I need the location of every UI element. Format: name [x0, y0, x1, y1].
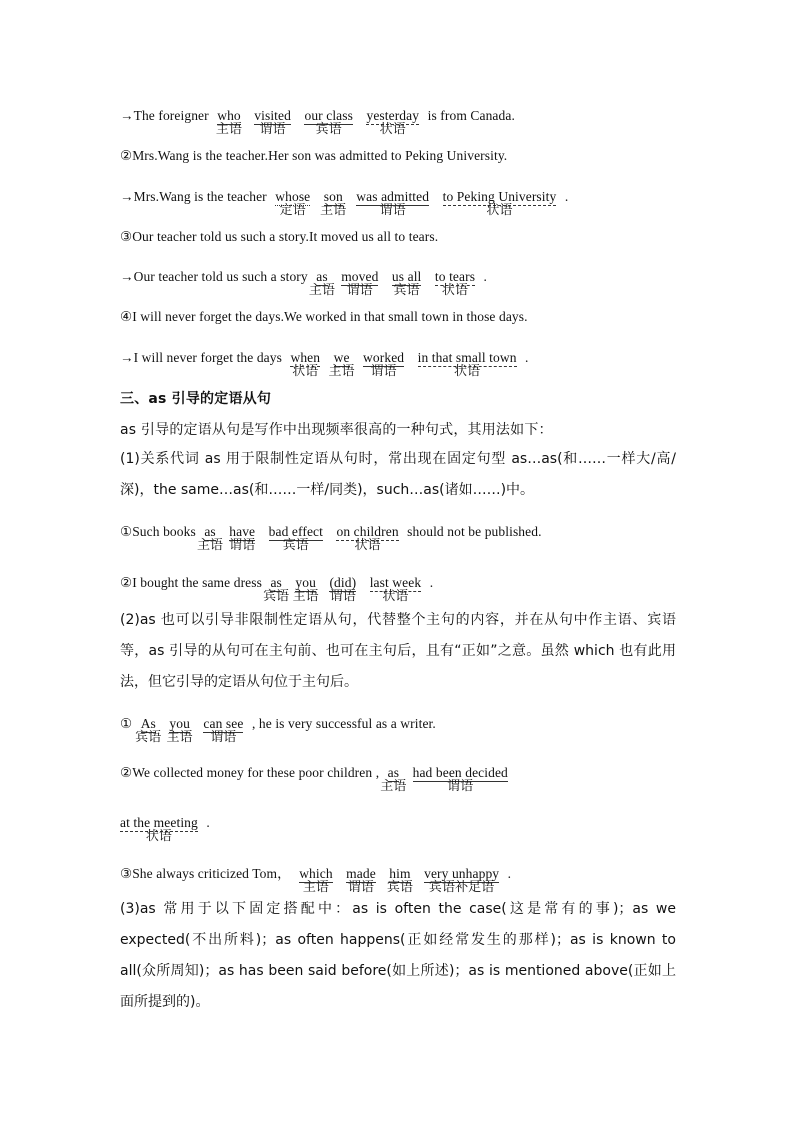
- grammar-label: 宾语: [315, 122, 342, 137]
- grammar-label: 谓语: [210, 730, 237, 745]
- sentence-text: .: [507, 866, 512, 881]
- annotated-word: in that small town 状语: [417, 350, 517, 379]
- sentence-text: ③She always criticized Tom，: [120, 866, 291, 881]
- annotated-word: son 主语: [320, 189, 347, 218]
- grammar-label: 主语: [320, 203, 347, 218]
- example-as-1: [120, 524, 542, 553]
- annotated-word: when 状语: [290, 350, 321, 379]
- annotated-word: have 谓语: [229, 524, 256, 553]
- annotated-word: as 主语: [380, 765, 407, 794]
- grammar-label: 状语: [379, 122, 406, 137]
- sentence-text: ①Such books: [120, 524, 196, 539]
- annotated-word: you 主语: [292, 575, 319, 604]
- sentence-text: is from Canada.: [427, 108, 515, 123]
- annotated-word: had been decided 谓语: [412, 765, 508, 794]
- annotated-word: last week 状语: [369, 575, 422, 604]
- sentence-text: →I will never forget the days: [120, 350, 282, 365]
- grammar-label: 状语: [354, 538, 381, 553]
- grammar-label: 宾语: [386, 880, 414, 895]
- sentence-text: .: [564, 189, 569, 204]
- annotated-word: made 谓语: [346, 866, 376, 895]
- annotated-word: we 主语: [328, 350, 355, 379]
- rule-paragraph-2: (2)as 也可以引导非限制性定语从句，代替整个主句的内容，并在从句中作主语、宾语等，as 引导的从句可在主句前、也可在主句后，且有“正如”之意。虽然 which 也有此用法，但它引导的定语从句位于主句后。: [120, 612, 676, 690]
- sentence-text: .: [429, 575, 434, 590]
- grammar-label: 状语: [292, 364, 319, 379]
- grammar-label: 谓语: [370, 364, 397, 379]
- example-as-2: [120, 575, 434, 604]
- grammar-label: 宾语补足语: [428, 880, 495, 895]
- grammar-label: 主语: [328, 364, 355, 379]
- grammar-label: 主语: [380, 779, 407, 794]
- example-rewrite-1: [120, 108, 515, 137]
- sentence-text: should not be published.: [407, 524, 542, 539]
- annotated-word: whose 定语: [275, 189, 311, 218]
- grammar-label: 状语: [145, 829, 173, 844]
- annotated-word: our class 宾语: [304, 108, 353, 137]
- annotated-word: As 宾语: [135, 716, 162, 745]
- example-rewrite-4: [120, 350, 529, 379]
- grammar-label: 主语: [215, 122, 243, 137]
- example-sentence-3: ③Our teacher told us such a story.It moved us all to tears.: [120, 229, 439, 244]
- grammar-label: 谓语: [259, 122, 286, 137]
- grammar-label: 谓语: [346, 283, 373, 298]
- grammar-label: 状语: [441, 283, 469, 298]
- sentence-text: , he is very successful as a writer.: [251, 716, 436, 731]
- sentence-text: .: [206, 815, 210, 830]
- annotated-word: (did) 谓语: [329, 575, 357, 604]
- annotated-word: who 主语: [215, 108, 243, 137]
- grammar-label: 宾语: [263, 589, 290, 604]
- annotated-word: you 主语: [166, 716, 193, 745]
- grammar-label: 主语: [166, 730, 193, 745]
- annotated-word: moved 谓语: [341, 269, 379, 298]
- example-as-3: [120, 716, 436, 745]
- grammar-label: 主语: [196, 538, 224, 553]
- annotated-word: worked 谓语: [363, 350, 405, 379]
- sentence-text: .: [525, 350, 529, 365]
- grammar-label: 谓语: [379, 203, 406, 218]
- grammar-label: 谓语: [329, 589, 356, 604]
- example-sentence-4: ④I will never forget the days.We worked in that small town in those days.: [120, 309, 528, 324]
- grammar-label: 宾语: [282, 538, 309, 553]
- grammar-label: 宾语: [393, 283, 420, 298]
- grammar-label: 谓语: [347, 880, 375, 895]
- grammar-label: 宾语: [135, 730, 162, 745]
- grammar-label: 定语: [279, 203, 306, 218]
- example-as-5: [120, 862, 512, 895]
- grammar-label: 主语: [292, 589, 319, 604]
- grammar-label: 主语: [302, 880, 330, 895]
- sentence-text: ①: [120, 716, 133, 731]
- annotated-word: as 宾语: [263, 575, 290, 604]
- section-heading: 三、as 引导的定语从句: [120, 391, 272, 407]
- annotated-word: him 宾语: [386, 866, 414, 895]
- grammar-label: 状语: [382, 589, 409, 604]
- annotated-word: us all 宾语: [391, 269, 422, 298]
- annotated-word: to tears 状语: [434, 269, 476, 298]
- example-rewrite-3: [120, 269, 488, 298]
- grammar-label: 状语: [486, 203, 513, 218]
- annotated-word: at the meeting 状语: [120, 815, 198, 844]
- annotated-word: as 主语: [196, 524, 224, 553]
- sentence-text: ②We collected money for these poor children ,: [120, 765, 380, 780]
- annotated-word: can see 谓语: [203, 716, 244, 745]
- annotated-word: on children 状语: [336, 524, 399, 553]
- example-sentence-2: ②Mrs.Wang is the teacher.Her son was admitted to Peking University.: [120, 148, 508, 163]
- section-intro: as 引导的定语从句是写作中出现频率很高的一种句式，其用法如下：: [120, 422, 553, 438]
- rule-paragraph-1: (1)关系代词 as 用于限制性定语从句时，常出现在固定句型 as…as(和……一样大/高/深)，the same…as(和……一样/同类)，such…as(诸如……)中。: [120, 451, 676, 498]
- rule-paragraph-3: (3)as 常用于以下固定搭配中：as is often the case(这是常有的事)；as we expected(不出所料)；as often happens(正如经常发生的那样)；as is known to all(众所周知)；as has been said before(如上所述)；as is mentioned above(正如上面所提到的)。: [120, 901, 676, 1010]
- annotated-word: bad effect 宾语: [268, 524, 323, 553]
- annotated-word: yesterday 状语: [366, 108, 420, 137]
- sentence-text: →The foreigner: [120, 108, 209, 123]
- example-as-4: [120, 765, 513, 794]
- sentence-text: →Our teacher told us such a story: [120, 269, 308, 284]
- example-as-4-continued: [120, 815, 210, 844]
- annotated-word: visited 谓语: [254, 108, 291, 137]
- grammar-label: 主语: [308, 283, 336, 298]
- annotated-word: as 主语: [308, 269, 336, 298]
- sentence-text: ②I bought the same dress: [120, 575, 262, 590]
- annotated-word: very unhappy 宾语补足语: [424, 866, 500, 895]
- grammar-label: 谓语: [447, 779, 474, 794]
- grammar-label: 状语: [453, 364, 481, 379]
- sentence-text: →Mrs.Wang is the teacher: [120, 189, 267, 204]
- annotated-word: to Peking University 状语: [442, 189, 557, 218]
- annotated-word: which 主语: [299, 866, 333, 895]
- sentence-text: .: [483, 269, 488, 284]
- grammar-label: 谓语: [229, 538, 256, 553]
- annotated-word: was admitted 谓语: [356, 189, 430, 218]
- example-rewrite-2: [120, 189, 569, 218]
